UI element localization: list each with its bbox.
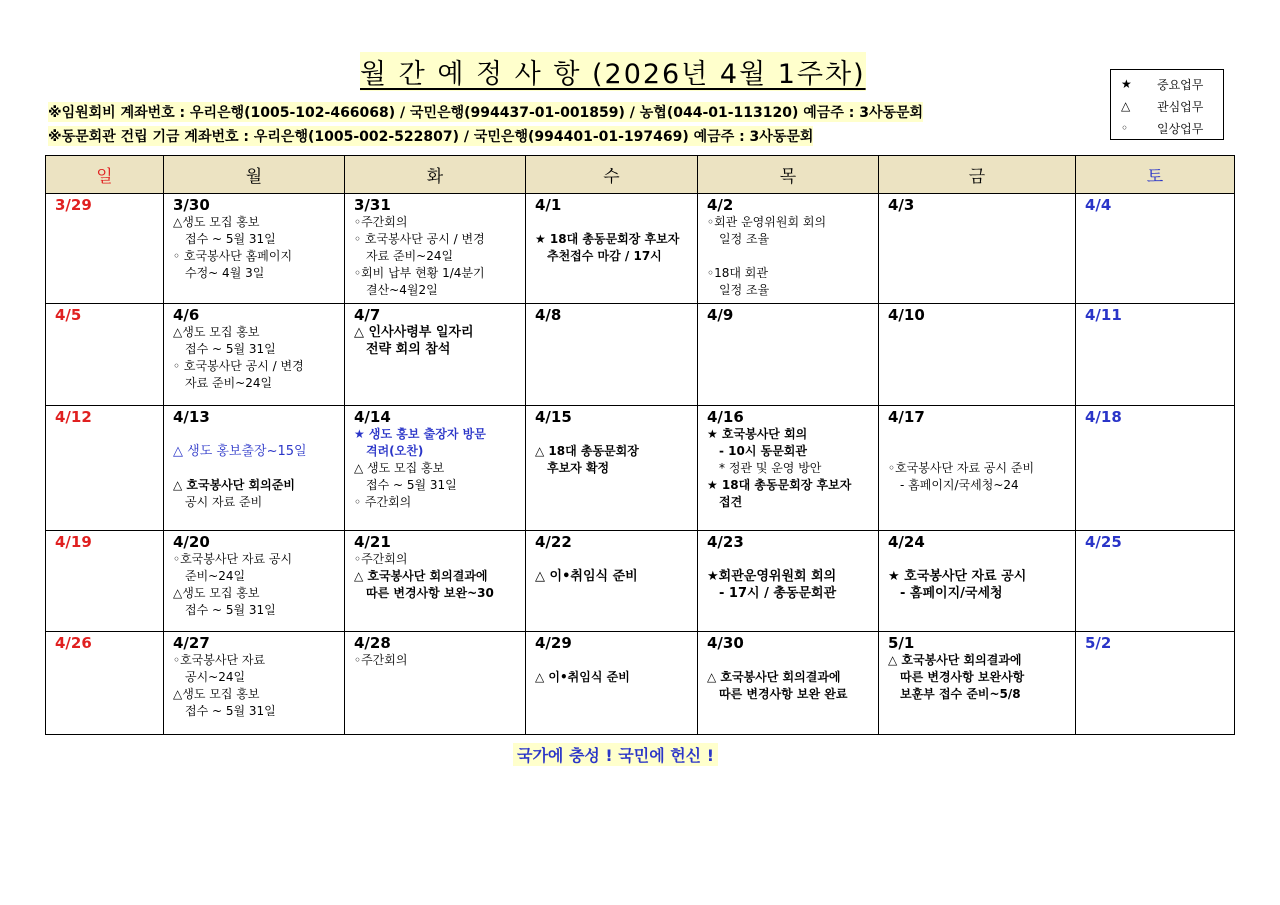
event-line: 전략 회의 참석 xyxy=(366,342,451,357)
day-date: 4/3 xyxy=(888,196,915,214)
day-cell xyxy=(345,632,526,735)
event-line: △ 호국봉사단 회의준비 xyxy=(173,478,295,492)
day-cell xyxy=(1076,531,1235,632)
day-date: 5/1 xyxy=(888,634,915,652)
weekday-header-wed: 수 xyxy=(526,156,698,194)
day-cell xyxy=(164,531,345,632)
event-line: 후보자 확정 xyxy=(547,461,610,475)
day-cell xyxy=(1076,406,1235,531)
event-line: ◦ 호국봉사단 공시 / 변경 xyxy=(354,232,485,246)
day-date: 4/21 xyxy=(354,533,391,551)
event-line: △ 이•취임식 준비 xyxy=(535,670,630,684)
event-line: 결산~4월2일 xyxy=(366,283,438,297)
day-cell xyxy=(879,304,1076,406)
event-line: 격려(오찬) xyxy=(366,444,424,458)
day-date: 4/17 xyxy=(888,408,925,426)
triangle-icon: △ xyxy=(1121,99,1131,113)
event-line: ◦주간회의 xyxy=(354,653,408,667)
event-spacer xyxy=(535,652,697,669)
day-date: 4/15 xyxy=(535,408,572,426)
event-line: 추천접수 마감 / 17시 xyxy=(547,249,662,263)
day-date: 4/18 xyxy=(1085,408,1122,426)
week-row xyxy=(46,632,1235,735)
event-spacer xyxy=(888,551,1075,568)
event-line: 공시 자료 준비 xyxy=(185,495,263,509)
day-cell xyxy=(345,531,526,632)
event-line: ★회관운영위원회 회의 xyxy=(707,569,837,584)
day-date: 5/2 xyxy=(1085,634,1112,652)
day-cell xyxy=(698,531,879,632)
day-date: 4/26 xyxy=(55,634,92,652)
event-spacer xyxy=(535,551,697,568)
day-date: 4/23 xyxy=(707,533,744,551)
legend-label: 일상업무 xyxy=(1157,121,1204,136)
day-cell xyxy=(526,406,698,531)
day-cell xyxy=(698,632,879,735)
event-line: 일정 조율 xyxy=(719,283,770,297)
week-row xyxy=(46,194,1235,304)
event-line: ◦회관 운영위원회 회의 xyxy=(707,215,827,229)
day-cell xyxy=(46,304,164,406)
day-cell xyxy=(164,406,345,531)
event-line: ◦주간회의 xyxy=(354,215,408,229)
day-date: 4/6 xyxy=(173,306,200,324)
event-line: △ 호국봉사단 회의결과에 xyxy=(354,569,488,583)
event-spacer xyxy=(888,426,1075,443)
day-cell xyxy=(526,194,698,304)
day-date: 4/10 xyxy=(888,306,925,324)
event-line: ◦ 주간회의 xyxy=(354,495,412,509)
day-cell xyxy=(46,632,164,735)
event-line: 자료 준비~24일 xyxy=(185,376,273,390)
day-date: 4/11 xyxy=(1085,306,1122,324)
day-cell xyxy=(1076,194,1235,304)
weekday-header-sun: 일 xyxy=(46,156,164,194)
star-icon: ★ xyxy=(1121,77,1132,91)
event-line: ◦회비 납부 현황 1/4분기 xyxy=(354,266,485,280)
event-spacer xyxy=(888,443,1075,460)
day-date: 4/2 xyxy=(707,196,734,214)
event-line: 공시~24일 xyxy=(185,670,246,684)
event-spacer xyxy=(173,460,344,477)
day-date: 3/31 xyxy=(354,196,391,214)
day-cell xyxy=(164,194,345,304)
day-cell xyxy=(46,194,164,304)
event-line: △생도 모집 홍보 xyxy=(173,215,260,229)
day-date: 4/13 xyxy=(173,408,210,426)
week-row xyxy=(46,304,1235,406)
day-date: 4/27 xyxy=(173,634,210,652)
event-line: 따른 변경사항 보완사항 xyxy=(900,670,1025,684)
day-date: 4/25 xyxy=(1085,533,1122,551)
calendar-table xyxy=(45,155,1235,735)
event-spacer xyxy=(535,426,697,443)
event-line: △ 호국봉사단 회의결과에 xyxy=(888,653,1022,667)
event-line: 접수 ~ 5월 31일 xyxy=(185,603,276,617)
event-line: - 10시 동문회관 xyxy=(719,444,807,458)
day-cell xyxy=(164,632,345,735)
event-line: △생도 모집 홍보 xyxy=(173,325,260,339)
event-line: △ 18대 총동문회장 xyxy=(535,444,639,458)
legend-item-routine xyxy=(1121,117,1223,139)
day-cell xyxy=(879,531,1076,632)
day-date: 4/28 xyxy=(354,634,391,652)
day-date: 4/22 xyxy=(535,533,572,551)
event-line: 접수 ~ 5월 31일 xyxy=(185,232,276,246)
event-spacer xyxy=(535,214,697,231)
day-cell xyxy=(526,632,698,735)
legend-item-important xyxy=(1121,73,1223,95)
day-date: 4/8 xyxy=(535,306,562,324)
day-date: 4/5 xyxy=(55,306,82,324)
event-line: ★ 호국봉사단 회의 xyxy=(707,427,808,441)
weekday-header-fri: 금 xyxy=(879,156,1076,194)
day-date: 4/29 xyxy=(535,634,572,652)
day-cell xyxy=(526,531,698,632)
weekday-header-mon: 월 xyxy=(164,156,345,194)
event-line: ◦호국봉사단 자료 공시 준비 xyxy=(888,461,1035,475)
day-cell xyxy=(879,194,1076,304)
event-spacer xyxy=(173,426,344,443)
day-date: 3/29 xyxy=(55,196,92,214)
day-date: 4/24 xyxy=(888,533,925,551)
day-cell xyxy=(698,194,879,304)
event-line: ★ 18대 총동문회장 후보자 xyxy=(707,478,852,492)
week-row xyxy=(46,406,1235,531)
day-date: 3/30 xyxy=(173,196,210,214)
day-cell xyxy=(345,194,526,304)
event-line: 접견 xyxy=(719,495,743,509)
event-line: △ 생도 모집 홍보 xyxy=(354,461,445,475)
event-spacer xyxy=(707,248,878,265)
day-cell xyxy=(345,304,526,406)
event-line: 따른 변경사항 보완 완료 xyxy=(719,687,848,701)
event-spacer xyxy=(707,551,878,568)
event-line: ◦호국봉사단 자료 xyxy=(173,653,266,667)
event-line: △생도 모집 홍보 xyxy=(173,687,260,701)
event-spacer xyxy=(707,652,878,669)
event-line: △ 인사사령부 일자리 xyxy=(354,325,474,340)
day-date: 4/12 xyxy=(55,408,92,426)
event-line: 접수 ~ 5월 31일 xyxy=(366,478,457,492)
day-date: 4/14 xyxy=(354,408,391,426)
legend-box xyxy=(1110,69,1224,140)
event-line: ★ 호국봉사단 자료 공시 xyxy=(888,569,1027,584)
day-date: 4/30 xyxy=(707,634,744,652)
event-line: 자료 준비~24일 xyxy=(366,249,454,263)
event-line: △ 호국봉사단 회의결과에 xyxy=(707,670,841,684)
event-line: 수정~ 4월 3일 xyxy=(185,266,265,280)
weekday-header-row xyxy=(46,156,1235,194)
event-line: - 홈페이지/국세청~24 xyxy=(900,478,1019,492)
event-line: * 정관 및 운영 방안 xyxy=(719,461,822,475)
circle-icon: ◦ xyxy=(1121,121,1129,135)
event-line: ★ 18대 총동문회장 후보자 xyxy=(535,232,680,246)
event-line: 준비~24일 xyxy=(185,569,246,583)
event-line: ◦ 호국봉사단 홈페이지 xyxy=(173,249,293,263)
event-line: ◦호국봉사단 자료 공시 xyxy=(173,552,293,566)
page-title: 월 간 예 정 사 항 (2026년 4월 1주차) xyxy=(360,52,866,91)
day-date: 4/20 xyxy=(173,533,210,551)
account-info-building-fund: ※동문회관 건립 기금 계좌번호 : 우리은행(1005-002-522807) / 국민은행(994401-01-197469) 예금주 : 3사동문회 xyxy=(48,126,813,146)
day-cell xyxy=(698,304,879,406)
motto-banner: 국가에 충성 ! 국민에 헌신 ! xyxy=(513,743,718,766)
event-line: ★ 생도 홍보 출장자 방문 xyxy=(354,427,486,441)
day-cell xyxy=(164,304,345,406)
event-line: △ 이•취임식 준비 xyxy=(535,569,638,584)
event-line: 접수 ~ 5월 31일 xyxy=(185,342,276,356)
event-line: △ 생도 홍보출장~15일 xyxy=(173,444,307,459)
day-cell xyxy=(1076,632,1235,735)
event-line: 접수 ~ 5월 31일 xyxy=(185,704,276,718)
day-cell xyxy=(46,531,164,632)
day-cell xyxy=(345,406,526,531)
day-cell xyxy=(1076,304,1235,406)
day-date: 4/4 xyxy=(1085,196,1112,214)
event-line: 일정 조율 xyxy=(719,232,770,246)
legend-item-interest xyxy=(1121,95,1223,117)
weekday-header-tue: 화 xyxy=(345,156,526,194)
event-line: - 17시 / 총동문회관 xyxy=(719,586,837,601)
account-info-membership: ※임원회비 계좌번호 : 우리은행(1005-102-466068) / 국민은행(994437-01-001859) / 농협(044-01-113120) 예금주 : 3사동문회 xyxy=(48,102,923,122)
event-line: 보훈부 접수 준비~5/8 xyxy=(900,687,1021,701)
weekday-header-sat: 토 xyxy=(1076,156,1235,194)
day-cell xyxy=(526,304,698,406)
legend-label: 중요업무 xyxy=(1157,77,1204,92)
day-date: 4/9 xyxy=(707,306,734,324)
day-cell xyxy=(879,632,1076,735)
day-date: 4/7 xyxy=(354,306,381,324)
event-line: ◦주간회의 xyxy=(354,552,408,566)
event-line: - 홈페이지/국세청 xyxy=(900,586,1003,601)
legend-label: 관심업무 xyxy=(1157,99,1204,114)
day-cell xyxy=(879,406,1076,531)
day-date: 4/16 xyxy=(707,408,744,426)
day-date: 4/19 xyxy=(55,533,92,551)
day-date: 4/1 xyxy=(535,196,562,214)
day-cell xyxy=(698,406,879,531)
event-line: ◦18대 회관 xyxy=(707,266,768,280)
event-line: △생도 모집 홍보 xyxy=(173,586,260,600)
event-line: ◦ 호국봉사단 공시 / 변경 xyxy=(173,359,304,373)
week-row xyxy=(46,531,1235,632)
day-cell xyxy=(46,406,164,531)
event-line: 따른 변경사항 보완~30 xyxy=(366,586,494,600)
weekday-header-thu: 목 xyxy=(698,156,879,194)
